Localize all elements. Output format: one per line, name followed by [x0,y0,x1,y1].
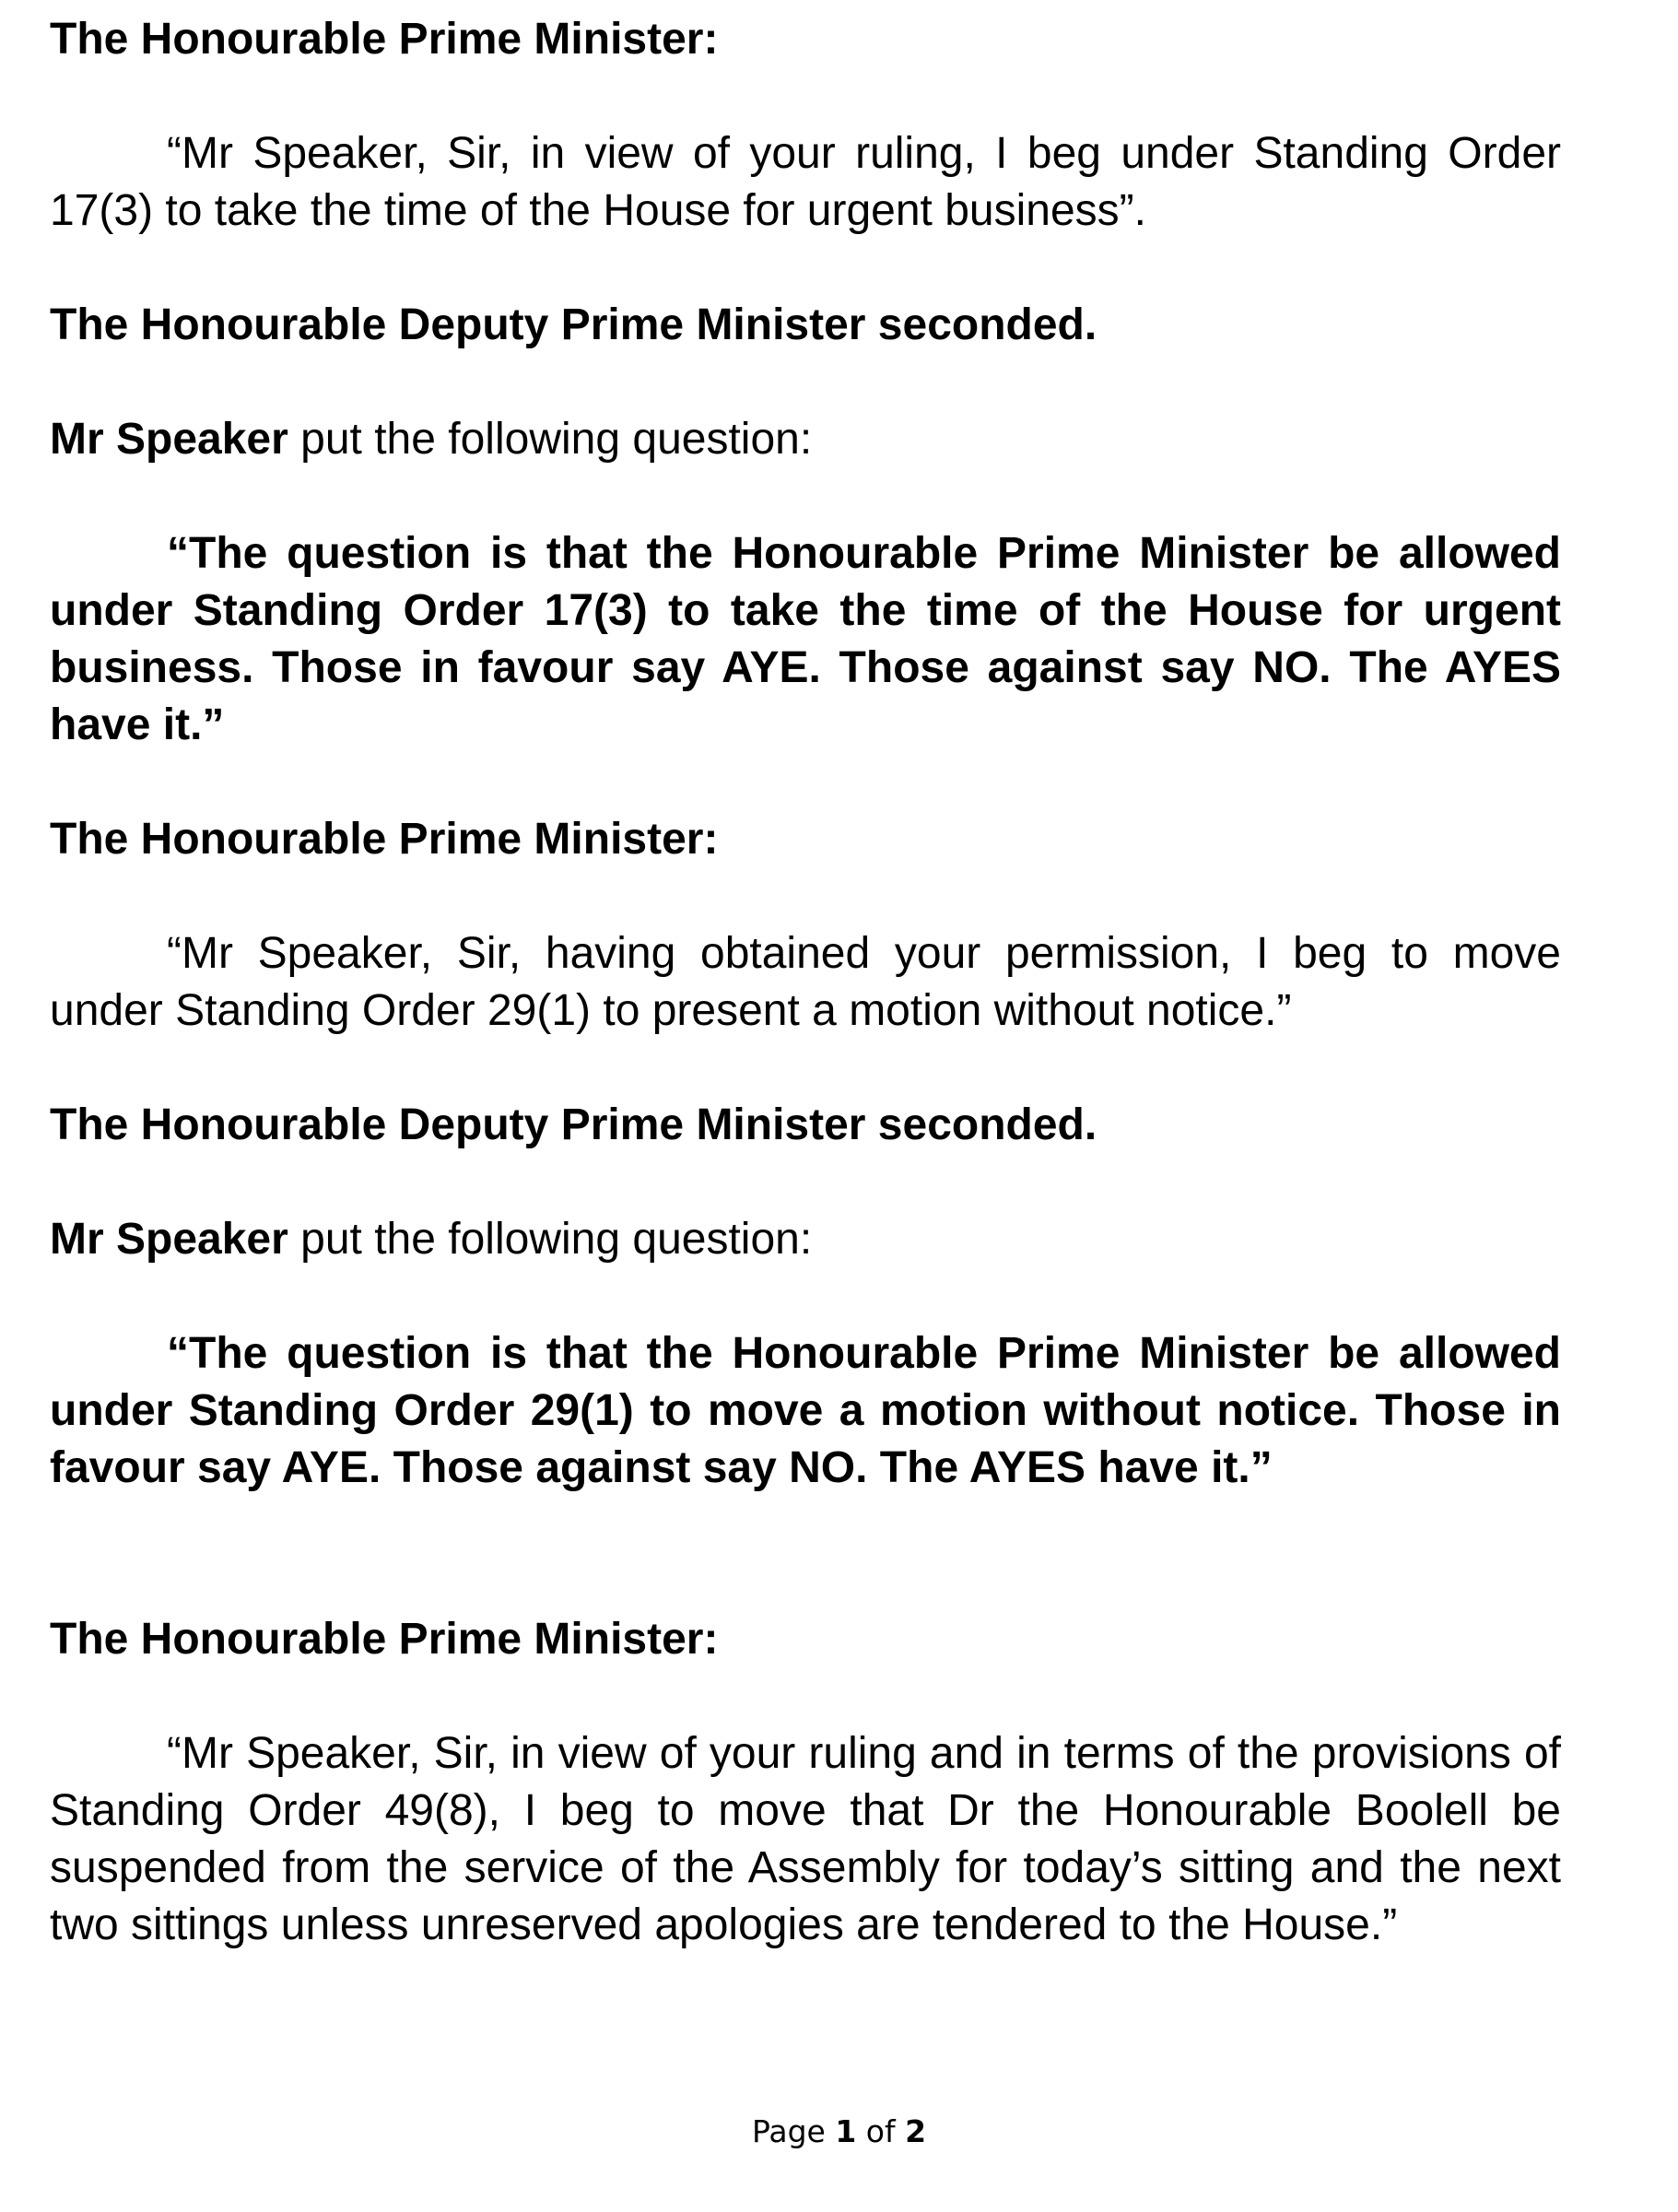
speaker-question-intro [50,411,1561,468]
page-label: Page [751,2113,836,2149]
page-of-label: of [856,2113,906,2149]
page-number-footer [0,2112,1678,2152]
speaker-heading: The Honourable Prime Minister: [50,1615,719,1664]
quoted-speech: “Mr Speaker, Sir, having obtained your permission, I beg to move under Standing Order 29(1) to present a motion without notice.” [50,929,1561,1035]
speaker-question-intro [50,1211,1561,1268]
quoted-speech: “Mr Speaker, Sir, in view of your ruling and in terms of the provisions of Standing Order 49(8), I beg to move that Dr the Honourable Boolell be suspended from the service of the Assembly for today’s sitting and the next two sittings unless unreserved apologies are tendered to the House.” [50,1729,1561,1949]
seconded-line: The Honourable Deputy Prime Minister seconded. [50,1100,1097,1149]
speaker-name: Mr Speaker [50,415,288,464]
speaker-intro-text: put the following question: [287,1215,813,1264]
speaker-name: Mr Speaker [50,1215,288,1264]
document-body [50,11,1561,2011]
current-page-number: 1 [835,2113,857,2149]
total-page-count: 2 [905,2113,927,2149]
question-text: “The question is that the Honourable Prime Minister be allowed under Standing Order 29(1) to move a motion without notice. Those in favour say AYE. Those against say NO. The AYES have it.” [50,1329,1561,1492]
seconded-line: The Honourable Deputy Prime Minister seconded. [50,300,1097,349]
question-text: “The question is that the Honourable Prime Minister be allowed under Standing Order 17(3) to take the time of the House for urgent business. Those in favour say AYE. Those against say NO. The AYES have it.” [50,529,1561,749]
speaker-intro-text: put the following question: [287,415,813,464]
speaker-heading: The Honourable Prime Minister: [50,815,719,864]
speaker-heading: The Honourable Prime Minister: [50,15,719,64]
quoted-speech: “Mr Speaker, Sir, in view of your ruling, I beg under Standing Order 17(3) to take the time of the House for urgent business”. [50,129,1561,235]
